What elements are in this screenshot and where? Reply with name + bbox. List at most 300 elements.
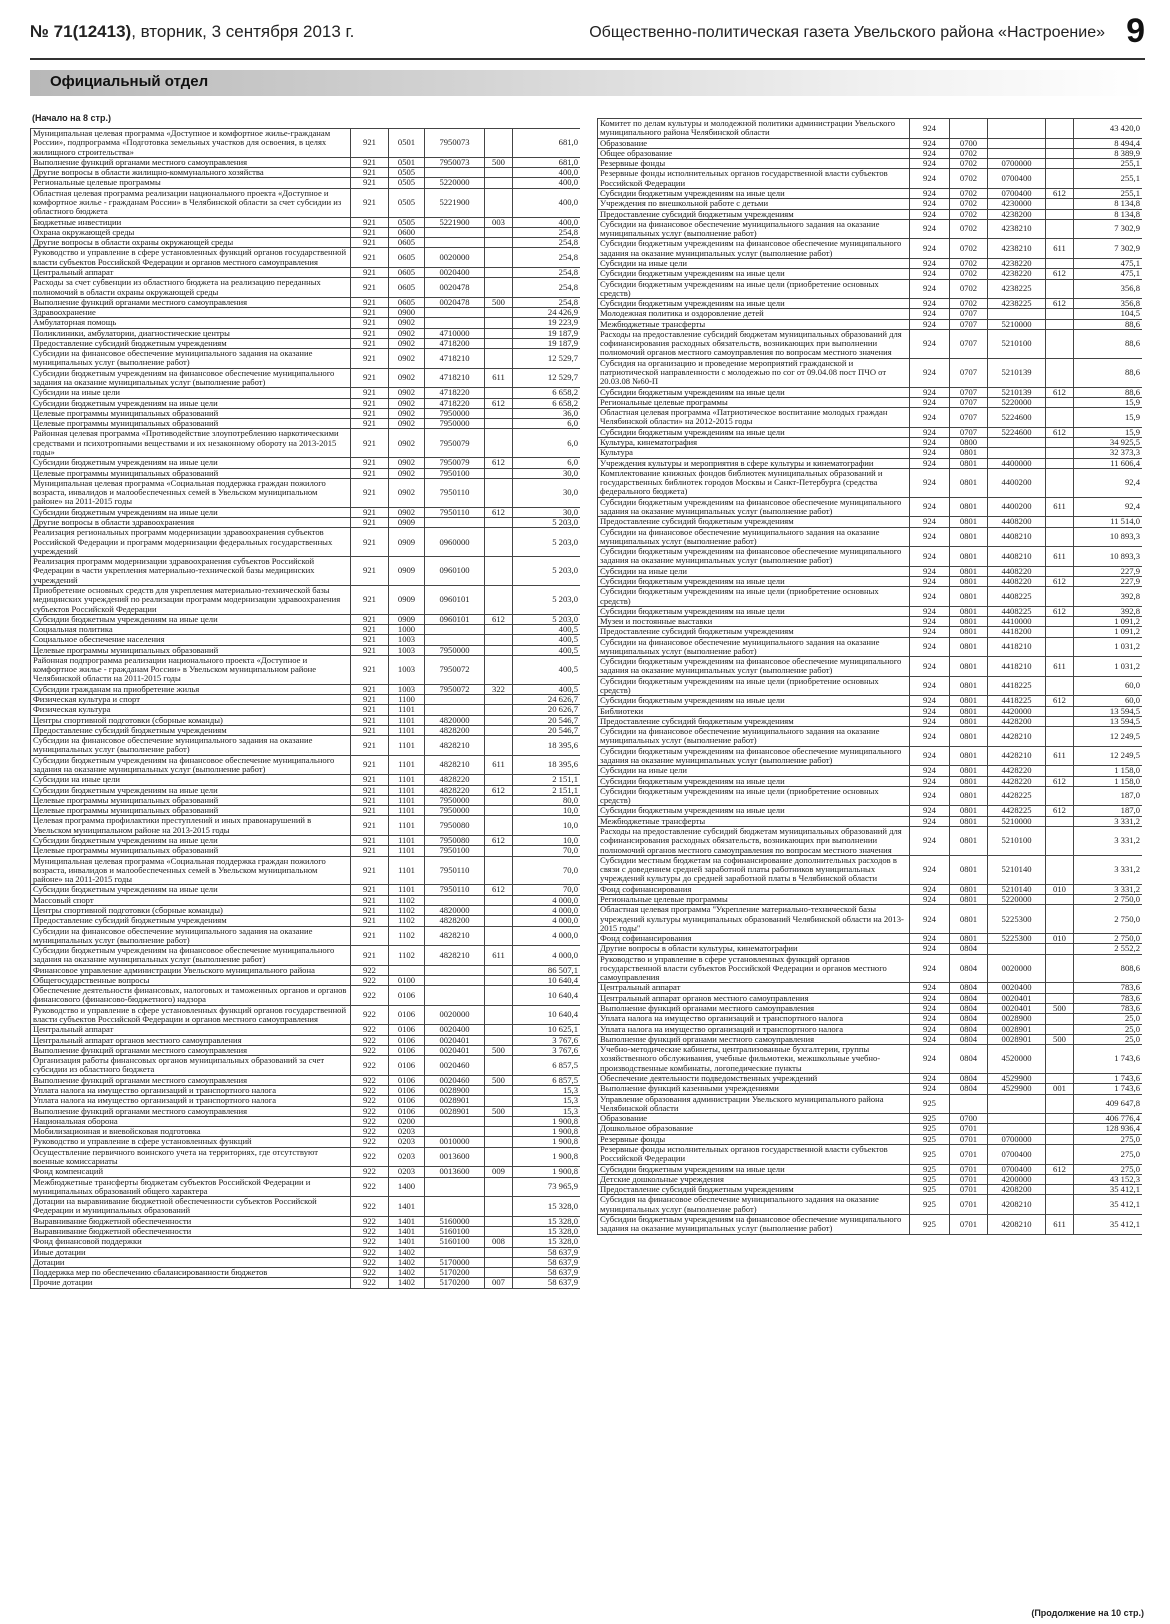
row-department-code: 924 [910,1004,950,1014]
row-expense-type [1046,855,1074,884]
row-description: Муниципальная целевая программа «Социальная поддержка граждан пожилого возраста, инвалидов и малообеспеченных семей в Увельском муниципальном районе» на 2011-2015 годы [31,856,351,885]
table-row [598,547,1143,567]
table-row [598,408,1143,428]
row-description: Областная целевая программа «Патриотическое воспитание молодых граждан Челябинской области» на 2012-2015 годы [598,408,910,428]
row-department-code: 922 [351,965,389,975]
row-section-code: 0702 [950,159,988,169]
row-target-code: 4238220 [988,258,1046,268]
row-section-code: 0801 [950,448,988,458]
row-expense-type [1046,279,1074,299]
table-row [31,1278,581,1288]
row-expense-type [485,816,513,836]
table-row [598,716,1143,726]
row-description: Выполнение функций органами местного самоуправления [31,157,351,167]
row-target-code: 4820000 [425,905,485,915]
row-description: Здравоохранение [31,308,351,318]
row-expense-type [485,1116,513,1126]
row-expense-type [485,1035,513,1045]
row-description: Дотации на выравнивание бюджетной обеспеченности субъектов Российской Федерации и муниципальных образований [31,1197,351,1217]
row-amount: 254,8 [513,248,581,268]
row-expense-type [1046,1014,1074,1024]
row-description: Расходы на предоставление субсидий бюджетам муниципальных образований для софинансирования расходных обязательств, возникающих при выполнении полномочий органов местного самоуправления по вопросам местного значения [598,329,910,358]
row-amount: 15 328,0 [513,1226,581,1236]
row-target-code: 7950100 [425,846,485,856]
row-section-code: 1102 [389,926,425,946]
row-expense-type: 612 [1046,576,1074,586]
row-amount: 88,6 [1074,329,1143,358]
row-description: Выполнение функций казенными учреждениями [598,1084,910,1094]
row-expense-type: 611 [1046,1214,1074,1234]
table-row [31,388,581,398]
row-description: Резервные фонды [598,1134,910,1144]
table-row [31,349,581,369]
row-target-code [425,975,485,985]
row-department-code: 924 [910,587,950,607]
row-amount: 392,8 [1074,587,1143,607]
row-section-code: 0801 [950,696,988,706]
row-expense-type [485,1247,513,1257]
row-amount: 6 658,2 [513,398,581,408]
row-section-code: 0701 [950,1195,988,1215]
row-department-code: 924 [910,786,950,806]
row-target-code: 5210100 [988,826,1046,855]
row-target-code: 5221900 [425,217,485,227]
row-expense-type [485,926,513,946]
row-description: Другие вопросы в области жилищно-коммунального хозяйства [31,168,351,178]
row-target-code: 0020401 [988,1004,1046,1014]
row-section-code: 0600 [389,227,425,237]
row-amount: 70,0 [513,885,581,895]
row-description: Предоставление субсидий бюджетным учреждениям [598,716,910,726]
row-department-code: 921 [351,846,389,856]
row-section-code: 1101 [389,856,425,885]
row-amount: 1 900,8 [513,1147,581,1167]
row-amount: 3 331,2 [1074,816,1143,826]
row-section-code: 0707 [950,427,988,437]
row-description: Субсидии бюджетным учреждениям на иные цели [31,458,351,468]
table-row [31,458,581,468]
row-department-code: 924 [910,716,950,726]
table-row [598,458,1143,468]
row-amount: 1 900,8 [513,1137,581,1147]
row-target-code: 0700400 [988,188,1046,198]
row-department-code: 922 [351,1226,389,1236]
row-department-code: 924 [910,527,950,547]
table-row [31,168,581,178]
table-row [598,397,1143,407]
row-target-code: 5210000 [988,816,1046,826]
row-amount: 6 857,5 [513,1056,581,1076]
row-amount: 10,0 [513,816,581,836]
row-description: Культура [598,448,910,458]
row-description: Выполнение функций органами местного самоуправления [31,1045,351,1055]
table-row [31,368,581,388]
row-department-code: 925 [910,1134,950,1144]
row-department-code: 921 [351,856,389,885]
row-expense-type [1046,1174,1074,1184]
row-amount: 1 031,2 [1074,637,1143,657]
row-expense-type [485,267,513,277]
row-amount: 5 203,0 [513,517,581,527]
row-expense-type [1046,826,1074,855]
row-description: Образование [598,138,910,148]
row-target-code: 4208210 [988,1214,1046,1234]
row-expense-type [1046,816,1074,826]
row-description: Субсидии на финансовое обеспечение муниципального задания на оказание муниципальных услуг (выполнение работ) [598,219,910,239]
table-row [31,1127,581,1137]
row-target-code [988,1114,1046,1124]
row-section-code: 0801 [950,458,988,468]
row-target-code: 5225300 [988,934,1046,944]
row-description: Субсидии на иные цели [31,775,351,785]
row-section-code: 0801 [950,806,988,816]
row-section-code: 1003 [389,635,425,645]
row-description: Массовый спорт [31,895,351,905]
table-row [598,1144,1143,1164]
row-amount: 4 000,0 [513,946,581,966]
row-description: Обеспечение деятельности финансовых, налоговых и таможенных органов и органов финансового (финансово-бюджетного) надзора [31,986,351,1006]
row-expense-type [1046,766,1074,776]
row-target-code: 4208200 [988,1185,1046,1195]
table-row [31,725,581,735]
table-row [598,329,1143,358]
row-target-code: 4238200 [988,209,1046,219]
row-expense-type [485,188,513,217]
row-target-code: 0020400 [425,267,485,277]
row-amount: 1 031,2 [1074,657,1143,677]
row-amount: 10 640,4 [513,975,581,985]
row-section-code: 0106 [389,1075,425,1085]
table-row [598,269,1143,279]
row-target-code: 4408225 [988,587,1046,607]
row-target-code: 5160100 [425,1237,485,1247]
row-amount: 8 389,9 [1074,148,1143,158]
row-expense-type: 612 [1046,696,1074,706]
table-row [598,606,1143,616]
row-description: Резервные фонды исполнительных органов государственной власти субъектов Российской Федерации [598,169,910,189]
row-description: Межбюджетные трансферты бюджетам субъектов Российской Федерации и муниципальных образований общего характера [31,1177,351,1197]
row-target-code: 0960101 [425,585,485,614]
row-amount: 58 637,9 [513,1257,581,1267]
row-expense-type [485,635,513,645]
row-description: Субсидии на иные цели [598,766,910,776]
row-section-code: 0702 [950,279,988,299]
row-expense-type [485,695,513,705]
row-expense-type: 500 [485,297,513,307]
row-target-code: 4828210 [425,946,485,966]
row-section-code: 0804 [950,1034,988,1044]
row-description: Резервные фонды исполнительных органов государственной власти субъектов Российской Федерации [598,1144,910,1164]
row-department-code: 924 [910,905,950,934]
row-target-code: 0700400 [988,1144,1046,1164]
row-expense-type [485,775,513,785]
table-row [31,1137,581,1147]
row-description: Расходы за счет субвенции из областного бюджета на реализацию переданных полномочий в области охраны окружающей среды [31,278,351,298]
row-expense-type [1046,1074,1074,1084]
row-department-code: 925 [910,1214,950,1234]
row-description: Субсидии бюджетным учреждениям на иные цели [598,776,910,786]
row-department-code: 922 [351,986,389,1006]
row-target-code: 7950000 [425,795,485,805]
row-target-code: 5221900 [425,188,485,217]
table-row [31,1226,581,1236]
row-description: Физическая культура [31,705,351,715]
row-expense-type: 611 [485,368,513,388]
row-amount: 392,8 [1074,606,1143,616]
row-department-code: 921 [351,816,389,836]
row-department-code: 921 [351,297,389,307]
row-description: Руководство и управление в сфере установленных функций органов государственной власти субъектов Российской Федерации и органов местного самоуправления [31,1005,351,1025]
table-row [31,278,581,298]
table-row [31,835,581,845]
row-section-code: 0801 [950,727,988,747]
table-row [598,1034,1143,1044]
row-expense-type: 500 [1046,1004,1074,1014]
row-expense-type [485,328,513,338]
row-target-code: 5210000 [988,319,1046,329]
row-description: Библиотеки [598,706,910,716]
row-expense-type [485,308,513,318]
row-department-code: 922 [351,1278,389,1288]
row-description: Субсидии бюджетным учреждениям на иные цели (приобретение основных средств) [598,786,910,806]
row-department-code: 924 [910,497,950,517]
row-description: Дотации [31,1257,351,1267]
row-amount: 5 203,0 [513,614,581,624]
table-row [598,239,1143,259]
row-description: Субсидии бюджетным учреждениям на финансовое обеспечение муниципального задания на оказание муниципальных услуг (выполнение работ) [31,368,351,388]
table-row [31,645,581,655]
table-row [598,199,1143,209]
table-row [31,916,581,926]
row-target-code [425,517,485,527]
row-description: Другие вопросы в области культуры, кинематографии [598,944,910,954]
row-department-code: 922 [351,1025,389,1035]
row-target-code: 5160100 [425,1226,485,1236]
row-expense-type [485,517,513,527]
row-description: Амбулаторная помощь [31,318,351,328]
row-description: Региональные целевые программы [31,178,351,188]
row-department-code: 925 [910,1144,950,1164]
row-section-code: 0804 [950,983,988,993]
row-department-code: 924 [910,309,950,319]
row-description: Выполнение функций органами местного самоуправления [31,1075,351,1085]
row-expense-type: 612 [1046,606,1074,616]
row-amount: 15,9 [1074,408,1143,428]
row-expense-type [485,338,513,348]
row-expense-type [485,129,513,158]
row-expense-type [485,655,513,684]
row-description: Целевая программа профилактики преступлений и иных правонарушений в Увельском муниципальном районе на 2013-2015 годы [31,816,351,836]
row-amount: 275,0 [1074,1134,1143,1144]
row-target-code [425,238,485,248]
row-expense-type [1046,983,1074,993]
row-description: Целевые программы муниципальных образований [31,645,351,655]
row-department-code: 921 [351,905,389,915]
row-expense-type [1046,676,1074,696]
row-description: Субсидии бюджетным учреждениям на иные цели [31,398,351,408]
row-section-code: 0902 [389,419,425,429]
table-row [598,816,1143,826]
row-section-code: 0902 [389,478,425,507]
row-description: Предоставление субсидий бюджетным учреждениям [31,725,351,735]
row-department-code: 922 [351,1147,389,1167]
row-section-code: 0804 [950,1014,988,1024]
row-description: Комплектование книжных фондов библиотек муниципальных образований и государственных библиотек городов Москвы и Санкт-Петербурга (средства федерального бюджета) [598,468,910,497]
row-description: Субсидии бюджетным учреждениям на иные цели [598,387,910,397]
row-amount: 58 637,9 [513,1278,581,1288]
table-row [31,308,581,318]
row-description: Субсидии на иные цели [31,388,351,398]
row-expense-type: 612 [1046,387,1074,397]
row-description: Организация работы финансовых органов муниципальных образований за счет субсидии из областного бюджета [31,1056,351,1076]
row-expense-type: 009 [485,1167,513,1177]
row-amount: 1 743,6 [1074,1045,1143,1074]
row-department-code: 924 [910,199,950,209]
row-department-code: 921 [351,318,389,328]
row-expense-type [1046,1185,1074,1195]
table-row [31,1116,581,1126]
row-department-code: 924 [910,627,950,637]
row-section-code: 0701 [950,1144,988,1164]
row-amount: 12 249,5 [1074,746,1143,766]
row-description: Мобилизационная и вневойсковая подготовка [31,1127,351,1137]
row-target-code [988,1094,1046,1114]
table-row [31,507,581,517]
row-expense-type [1046,716,1074,726]
row-department-code: 924 [910,954,950,983]
row-section-code: 0700 [950,138,988,148]
row-expense-type [485,1086,513,1096]
row-department-code: 921 [351,655,389,684]
row-department-code: 921 [351,178,389,188]
row-department-code: 924 [910,279,950,299]
row-expense-type [485,795,513,805]
table-row [31,517,581,527]
row-section-code: 0702 [950,299,988,309]
row-expense-type: 010 [1046,884,1074,894]
row-section-code: 1402 [389,1257,425,1267]
row-department-code: 925 [910,1114,950,1124]
row-expense-type [485,1147,513,1167]
row-target-code: 5220000 [425,178,485,188]
row-description: Целевые программы муниципальных образований [31,795,351,805]
table-row [31,1005,581,1025]
table-row [598,1045,1143,1074]
row-department-code: 924 [910,387,950,397]
row-section-code: 0605 [389,248,425,268]
row-description: Субсидии бюджетным учреждениям на финансовое обеспечение муниципального задания на оказание муниципальных услуг (выполнение работ) [598,547,910,567]
table-row [598,438,1143,448]
row-amount: 1 091,2 [1074,627,1143,637]
row-target-code [988,148,1046,158]
row-expense-type [1046,258,1074,268]
row-target-code: 0020478 [425,278,485,298]
table-row [31,905,581,915]
row-target-code: 4400000 [988,458,1046,468]
table-row [31,895,581,905]
row-department-code: 924 [910,657,950,677]
row-description: Общегосударственные вопросы [31,975,351,985]
row-expense-type [485,856,513,885]
row-department-code: 925 [910,1124,950,1134]
row-expense-type [485,705,513,715]
row-amount: 88,6 [1074,319,1143,329]
row-amount: 275,0 [1074,1164,1143,1174]
row-section-code: 1000 [389,625,425,635]
row-department-code: 924 [910,884,950,894]
row-target-code: 4400200 [988,468,1046,497]
row-expense-type [485,227,513,237]
row-section-code: 1402 [389,1247,425,1257]
row-expense-type: 612 [1046,299,1074,309]
row-expense-type [485,318,513,328]
row-amount: 25,0 [1074,1014,1143,1024]
row-department-code: 921 [351,705,389,715]
row-description: Музеи и постоянные выставки [598,617,910,627]
row-expense-type: 612 [485,785,513,795]
row-target-code: 7950110 [425,856,485,885]
row-amount: 2 151,1 [513,785,581,795]
row-section-code: 0801 [950,606,988,616]
table-row [598,427,1143,437]
row-section-code: 1101 [389,715,425,725]
row-department-code: 924 [910,148,950,158]
row-department-code: 924 [910,855,950,884]
table-row [598,1114,1143,1124]
row-department-code: 921 [351,349,389,369]
row-expense-type [1046,944,1074,954]
table-row [598,1195,1143,1215]
table-row [31,715,581,725]
row-description: Областная целевая программа "Укрепление материально-технической базы учреждений культуры муниципальных образований Челябинской области на 2013-2015 годы" [598,905,910,934]
row-expense-type [485,388,513,398]
row-section-code: 0701 [950,1185,988,1195]
row-amount: 6,0 [513,419,581,429]
row-section-code: 0900 [389,308,425,318]
row-amount: 10 640,4 [513,986,581,1006]
row-target-code: 0010000 [425,1137,485,1147]
row-target-code: 4418210 [988,657,1046,677]
table-row [598,1164,1143,1174]
row-expense-type [1046,199,1074,209]
row-description: Межбюджетные трансферты [598,816,910,826]
row-target-code: 4418225 [988,696,1046,706]
row-expense-type [485,916,513,926]
row-department-code: 922 [351,1127,389,1137]
table-row [31,1086,581,1096]
row-section-code: 0707 [950,309,988,319]
row-description: Социальная политика [31,625,351,635]
row-description: Уплата налога на имущество организаций и транспортного налога [598,1014,910,1024]
row-amount: 356,8 [1074,279,1143,299]
page-number: 9 [1126,12,1145,50]
row-amount: 25,0 [1074,1034,1143,1044]
row-description: Субсидии бюджетным учреждениям на иные цели [598,188,910,198]
row-description: Образование [598,1114,910,1124]
row-department-code: 924 [910,637,950,657]
row-section-code: 0804 [950,944,988,954]
row-amount: 10 893,3 [1074,527,1143,547]
table-row [598,1174,1143,1184]
row-amount: 255,1 [1074,169,1143,189]
table-row [598,855,1143,884]
row-section-code: 0801 [950,766,988,776]
row-description: Фонд компенсаций [31,1167,351,1177]
row-department-code: 921 [351,684,389,694]
row-section-code: 0801 [950,617,988,627]
row-amount: 88,6 [1074,387,1143,397]
row-target-code: 4208210 [988,1195,1046,1215]
